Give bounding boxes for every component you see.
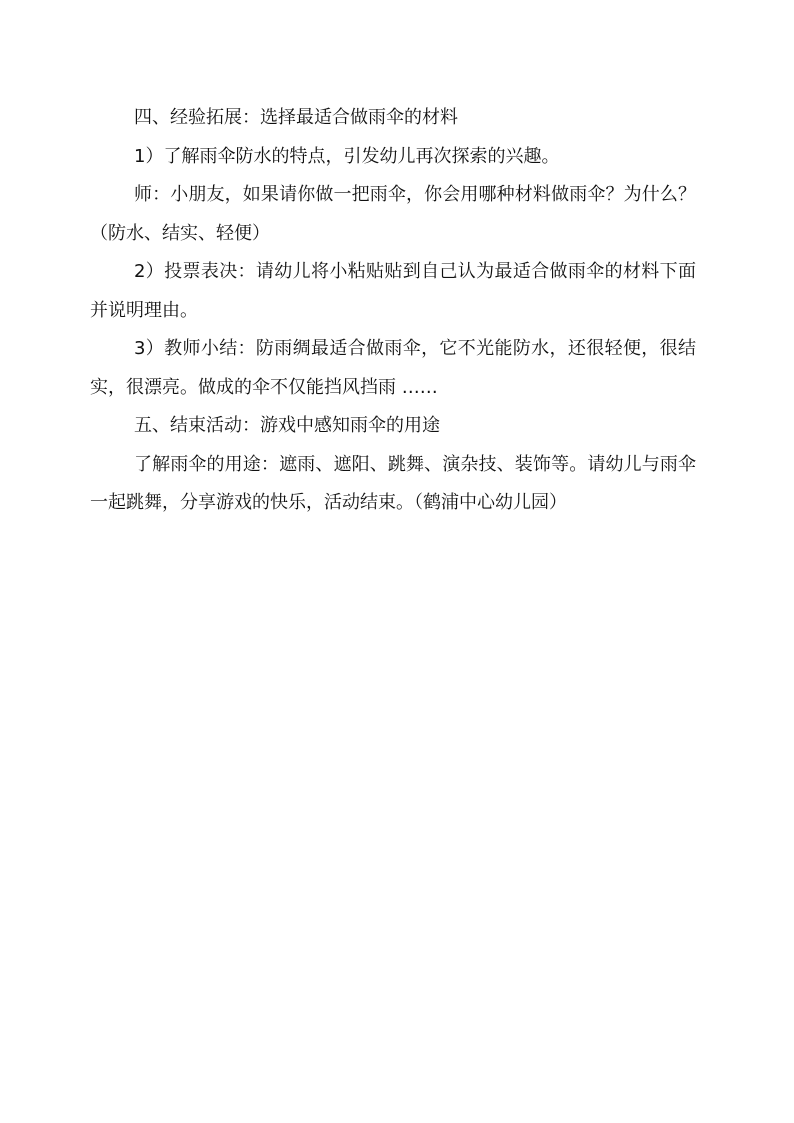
teacher-question-paragraph: 师：小朋友，如果请你做一把雨伞，你会用哪种材料做雨伞？为什么？（防水、结实、轻便） xyxy=(90,184,696,244)
document-body xyxy=(90,99,696,523)
section-heading-experience-extension: 四、经验拓展：选择最适合做雨伞的材料 xyxy=(134,107,458,128)
umbrella-uses-paragraph: 了解雨伞的用途：遮雨、遮阳、跳舞、演杂技、装饰等。请幼儿与雨伞一起跳舞，分享游戏的快乐，活动结束。（鹤浦中心幼儿园） xyxy=(90,453,696,513)
section-heading-ending-activity: 五、结束活动：游戏中感知雨伞的用途 xyxy=(134,415,440,436)
step-2-paragraph: 2）投票表决：请幼儿将小粘贴贴到自己认为最适合做雨伞的材料下面并说明理由。 xyxy=(90,261,696,321)
step-1-paragraph: 1）了解雨伞防水的特点，引发幼儿再次探索的兴趣。 xyxy=(134,145,560,167)
step-3-paragraph: 3）教师小结：防雨绸最适合做雨伞，它不光能防水，还很轻便，很结实，很漂亮。做成的伞不仅能挡风挡雨 …… xyxy=(90,338,696,398)
